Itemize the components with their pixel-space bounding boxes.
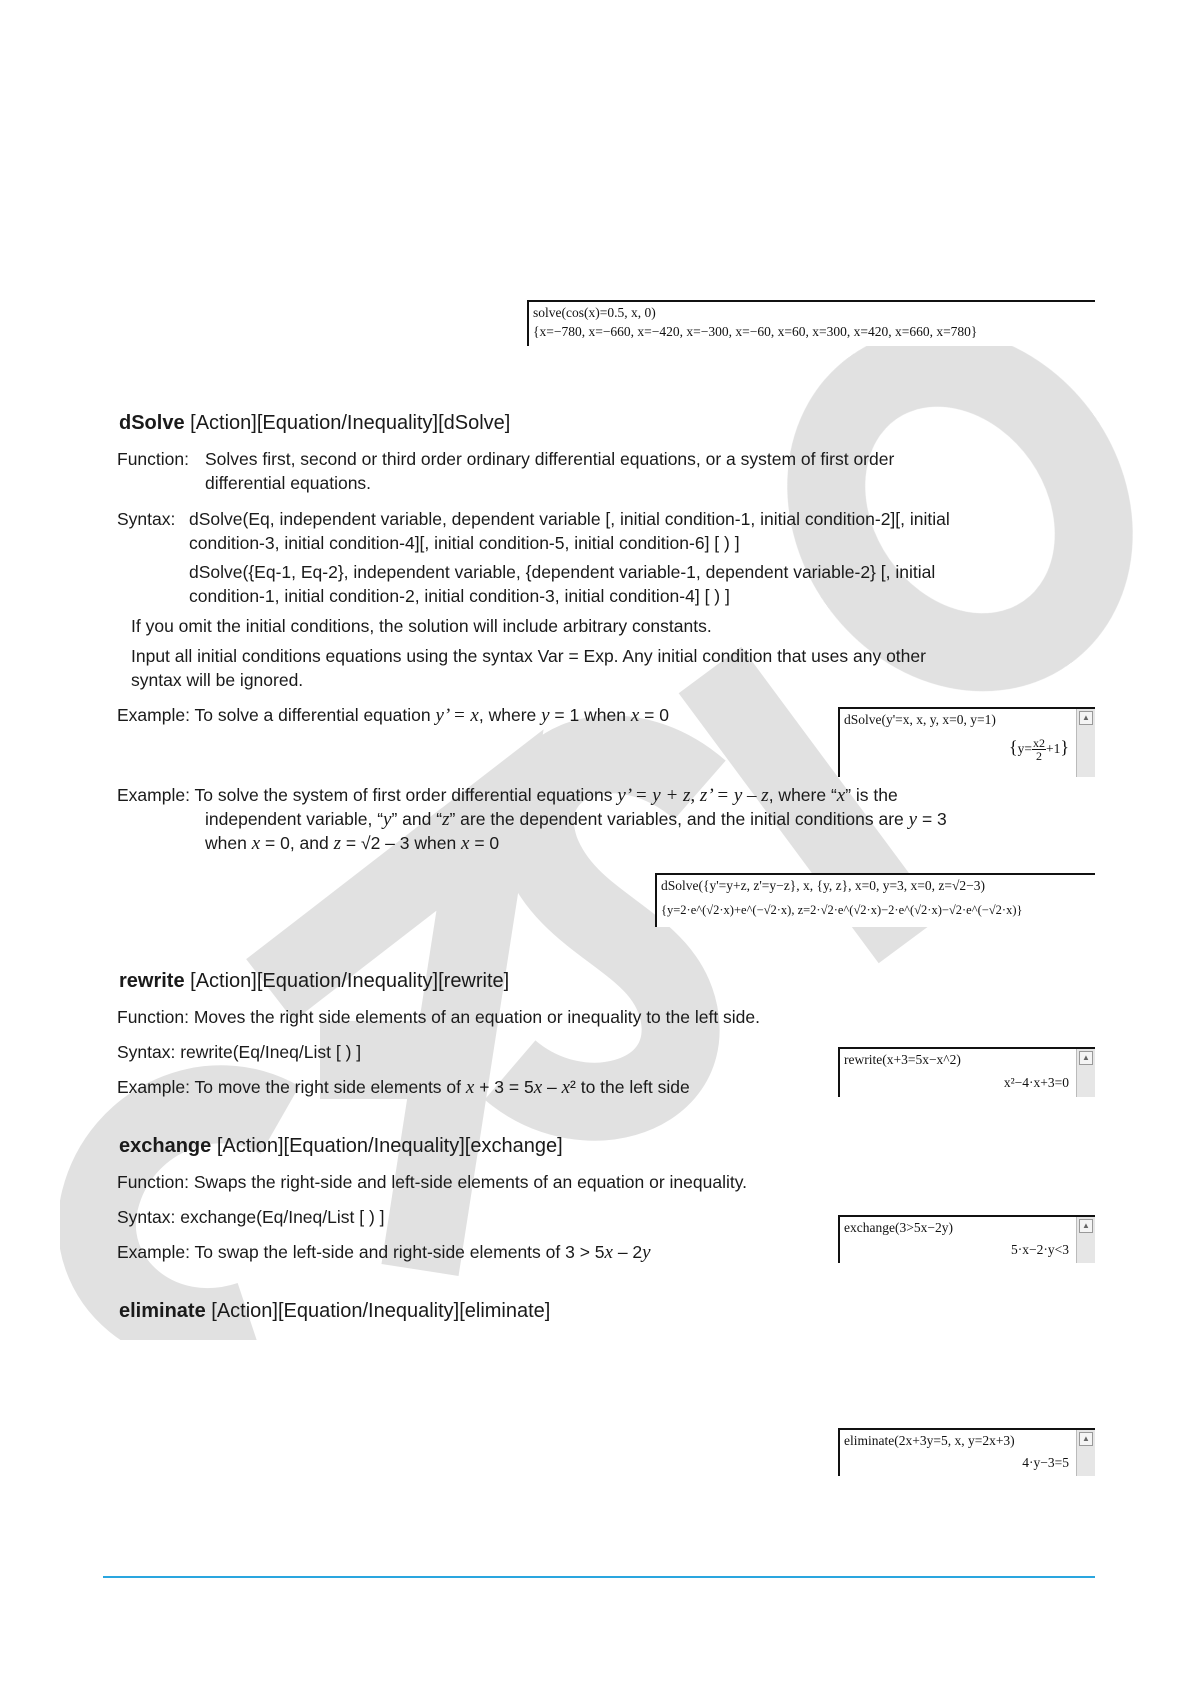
scrollbar[interactable]	[1076, 1049, 1095, 1097]
math-run: y	[642, 1242, 651, 1263]
screen-output: {y=2·e^(√2·x)+e^(−√2·x), z=2·√2·e^(√2·x)−2·e^(√2·x)−√2·e^(−√2·x)}	[661, 903, 1023, 917]
rewrite-function: Function: Moves the right side elements of an equation or inequality to the left side.	[117, 1007, 761, 1027]
command-name: rewrite	[119, 970, 185, 992]
menu-path: [Action][Equation/Inequality][rewrite]	[190, 970, 510, 992]
math-run: y	[541, 705, 550, 726]
syntax2-line2: condition-1, initial condition-2, initial condition-3, initial condition-4] [ ) ]	[189, 586, 730, 606]
scrollbar[interactable]	[1076, 709, 1095, 777]
dsolve-heading	[119, 410, 510, 436]
exchange-syntax: Syntax: exchange(Eq/Ineq/List [ ) ]	[117, 1207, 385, 1227]
math-run: z	[442, 809, 450, 830]
example2-line2	[205, 807, 947, 832]
text-run: when	[205, 833, 252, 853]
menu-path: [Action][Equation/Inequality][dSolve]	[190, 412, 511, 434]
command-name: dSolve	[119, 412, 185, 434]
text-run: independent variable, “	[205, 809, 384, 829]
exchange-screen	[838, 1215, 1095, 1263]
output-tail: +1	[1045, 741, 1061, 756]
scrollbar[interactable]	[1076, 1430, 1095, 1476]
text-run: ² to the left side	[570, 1077, 690, 1097]
command-name: exchange	[119, 1135, 212, 1157]
footer-rule	[103, 1576, 1095, 1578]
eliminate-heading	[119, 1298, 550, 1324]
eliminate-screen	[838, 1428, 1095, 1476]
menu-path: [Action][Equation/Inequality][exchange]	[216, 1135, 563, 1157]
rewrite-heading	[119, 968, 509, 994]
screen-input: exchange(3>5x−2y)	[844, 1220, 953, 1235]
solve-screen	[527, 300, 1095, 346]
screen-input: dSolve({y'=y+z, z'=y−z}, x, {y, z}, x=0, y=3, x=0, z=√2−3)	[661, 878, 986, 893]
example1-text	[117, 703, 669, 728]
screen-output: 4·y−3=5	[1022, 1455, 1069, 1470]
rewrite-screen	[838, 1047, 1095, 1097]
text-run: + 3 = 5	[474, 1077, 534, 1097]
text-run: = 3	[917, 809, 947, 829]
fraction-numerator: x2	[1032, 736, 1045, 751]
scroll-up-icon[interactable]: ▲	[1079, 711, 1093, 725]
note-initial-conditions: If you omit the initial conditions, the solution will include arbitrary constants.	[131, 616, 712, 636]
function-label: Function:	[117, 449, 189, 469]
note-syntax-line1: Input all initial conditions equations using the syntax Var = Exp. Any initial condition that uses any other	[131, 646, 926, 666]
text-run: = 1 when	[549, 705, 631, 725]
syntax2-line1: dSolve({Eq-1, Eq-2}, independent variable, {dependent variable-1, dependent variable-2} [, initial	[189, 562, 936, 582]
menu-path: [Action][Equation/Inequality][eliminate]	[211, 1300, 551, 1322]
example-label: Example:	[117, 705, 190, 725]
screen-input: solve(cos(x)=0.5, x, 0)	[533, 305, 656, 320]
math-run: x	[604, 1242, 613, 1263]
scroll-up-icon[interactable]: ▲	[1079, 1432, 1093, 1446]
text-run: = √2 – 3 when	[341, 833, 462, 853]
math-run: x	[561, 1077, 571, 1098]
command-name: eliminate	[119, 1300, 206, 1322]
text-run: Example: To swap the left-side and right-side elements of 3 > 5	[117, 1242, 605, 1262]
text-run: – 2	[612, 1242, 643, 1262]
math-run: x	[630, 705, 640, 726]
math-run: y’ = x	[435, 705, 479, 726]
screen-output: {x=−780, x=−660, x=−420, x=−300, x=−60, x=60, x=300, x=420, x=660, x=780}	[533, 324, 978, 339]
syntax1-line2: condition-3, initial condition-4][, initial condition-5, initial condition-6] [ ) ]	[189, 533, 740, 553]
dsolve-example2-screen	[655, 873, 1095, 927]
function-text-line2: differential equations.	[205, 473, 372, 493]
syntax-label: Syntax:	[117, 509, 176, 529]
text-run: –	[542, 1077, 562, 1097]
screen-input: dSolve(y'=x, x, y, x=0, y=1)	[844, 712, 996, 727]
math-run: x	[836, 785, 846, 806]
text-run: ” are the dependent variables, and the initial conditions are	[449, 809, 909, 829]
math-run: x	[465, 1077, 475, 1098]
text-run: ” is the	[845, 785, 898, 805]
fraction	[1032, 737, 1046, 762]
text-run: ” and “	[391, 809, 443, 829]
text-run: , where “	[768, 785, 837, 805]
screen-input: eliminate(2x+3y=5, x, y=2x+3)	[844, 1433, 1015, 1448]
math-run: x	[533, 1077, 543, 1098]
note-syntax-line2: syntax will be ignored.	[131, 670, 304, 690]
text-run: = 0	[639, 705, 669, 725]
scroll-up-icon[interactable]: ▲	[1079, 1051, 1093, 1065]
scrollbar[interactable]	[1076, 1217, 1095, 1263]
text-run: = 0, and	[260, 833, 334, 853]
example-label: Example:	[117, 785, 190, 805]
function-text-line1: Solves first, second or third order ordinary differential equations, or a system of first order	[205, 449, 895, 469]
text-run: To solve a differential equation	[194, 705, 436, 725]
screen-input: rewrite(x+3=5x−x^2)	[844, 1052, 961, 1067]
example2-line1	[117, 783, 898, 808]
rewrite-syntax: Syntax: rewrite(Eq/Ineq/List [ ) ]	[117, 1042, 362, 1062]
screen-output: 5·x−2·y<3	[1011, 1242, 1069, 1257]
exchange-example	[117, 1240, 651, 1265]
text-run: Example: To move the right side elements of	[117, 1077, 466, 1097]
rewrite-example	[117, 1075, 690, 1100]
math-run: y	[908, 809, 918, 830]
math-run: z	[333, 833, 342, 854]
text-run: To solve the system of first order differential equations	[194, 785, 618, 805]
syntax1-line1: dSolve(Eq, independent variable, dependent variable [, initial condition-1, initial condition-2][, initial	[189, 509, 950, 529]
screen-output: x²−4·x+3=0	[1003, 1075, 1069, 1090]
example2-line3	[205, 831, 499, 856]
dsolve-example1-screen	[838, 707, 1095, 777]
exchange-function: Function: Swaps the right-side and left-side elements of an equation or inequality.	[117, 1172, 748, 1192]
math-run: y	[383, 809, 392, 830]
output-lhs: y=	[1017, 741, 1032, 756]
scroll-up-icon[interactable]: ▲	[1079, 1219, 1093, 1233]
math-run: x	[461, 833, 470, 854]
math-run: y’ = y + z, z’ = y – z	[617, 785, 769, 806]
fraction-denominator: 2	[1035, 749, 1042, 764]
screen-output: {y= $\frac{x2}{2}$ +1}	[1008, 736, 1069, 764]
math-run: x	[251, 833, 261, 854]
exchange-heading	[119, 1133, 563, 1159]
text-run: = 0	[469, 833, 500, 853]
text-run: , where	[478, 705, 542, 725]
